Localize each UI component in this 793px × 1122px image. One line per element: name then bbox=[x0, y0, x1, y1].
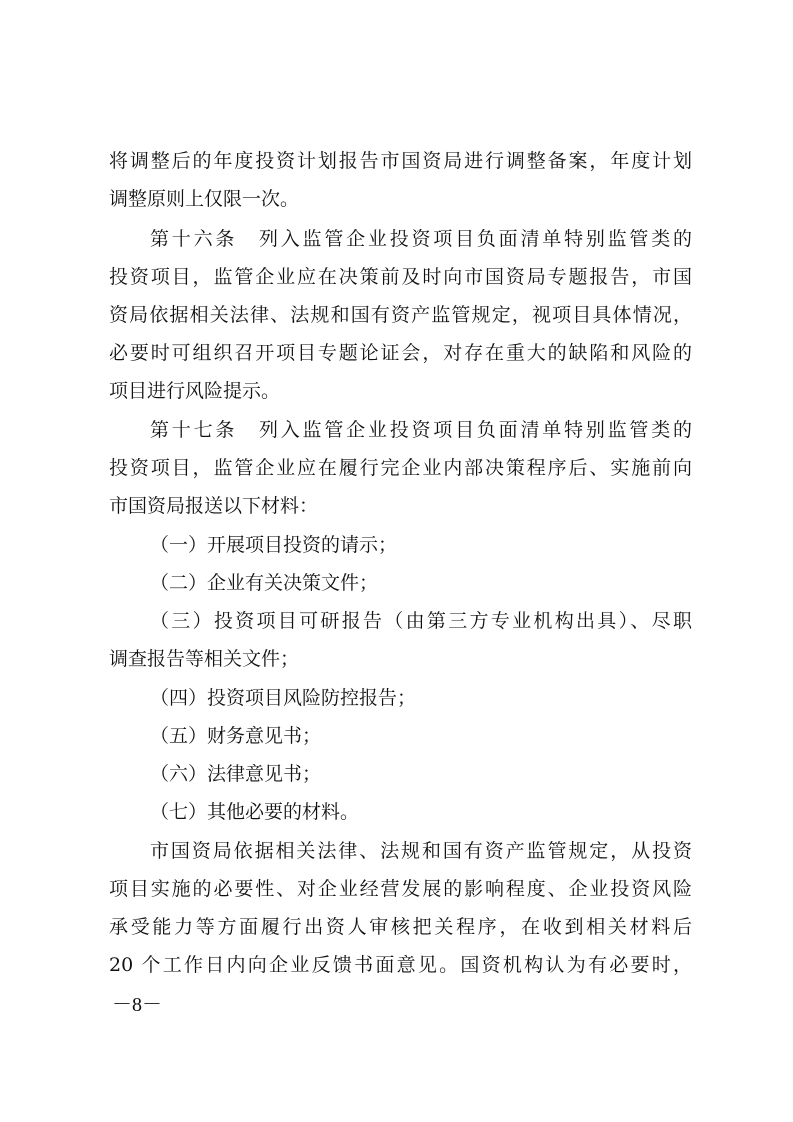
text-line: 将调整后的年度投资计划报告市国资局进行调整备案，年度计划 bbox=[109, 150, 692, 172]
text-line: 第十七条 列入监管企业投资项目负面清单特别监管类的 bbox=[150, 419, 692, 441]
text-line: 项目实施的必要性、对企业经营发展的影响程度、企业投资风险 bbox=[109, 878, 692, 900]
text-line: （四）投资项目风险防控报告； bbox=[150, 687, 417, 709]
text-line: 市国资局依据相关法律、法规和国有资产监管规定，从投资 bbox=[150, 840, 692, 862]
text-line: 必要时可组织召开项目专题论证会，对存在重大的缺陷和风险的 bbox=[109, 342, 692, 364]
text-line: （二）企业有关决策文件； bbox=[150, 572, 379, 594]
page-number: －8－ bbox=[112, 994, 162, 1016]
text-line: 项目进行风险提示。 bbox=[109, 380, 281, 402]
text-line: 20 个工作日内向企业反馈书面意见。国资机构认为有必要时， bbox=[109, 954, 692, 976]
text-line: （六）法律意见书； bbox=[150, 763, 322, 785]
text-line: 调整原则上仅限一次。 bbox=[109, 188, 300, 210]
text-line: 调查报告等相关文件； bbox=[109, 648, 300, 670]
text-line: 第十六条 列入监管企业投资项目负面清单特别监管类的 bbox=[150, 228, 692, 250]
text-line: 资局依据相关法律、法规和国有资产监管规定，视项目具体情况， bbox=[109, 304, 692, 326]
text-line: 投资项目，监管企业应在履行完企业内部决策程序后、实施前向 bbox=[109, 457, 692, 479]
text-line: （三）投资项目可研报告（由第三方专业机构出具）、尽职 bbox=[150, 610, 692, 632]
text-line: （一）开展项目投资的请示； bbox=[150, 534, 398, 556]
text-line: 承受能力等方面履行出资人审核把关程序，在收到相关材料后 bbox=[109, 916, 692, 938]
text-line: 市国资局报送以下材料： bbox=[109, 495, 319, 517]
text-line: （五）财务意见书； bbox=[150, 725, 322, 747]
text-line: 投资项目，监管企业应在决策前及时向市国资局专题报告，市国 bbox=[109, 266, 692, 288]
text-line: （七）其他必要的材料。 bbox=[150, 801, 360, 823]
